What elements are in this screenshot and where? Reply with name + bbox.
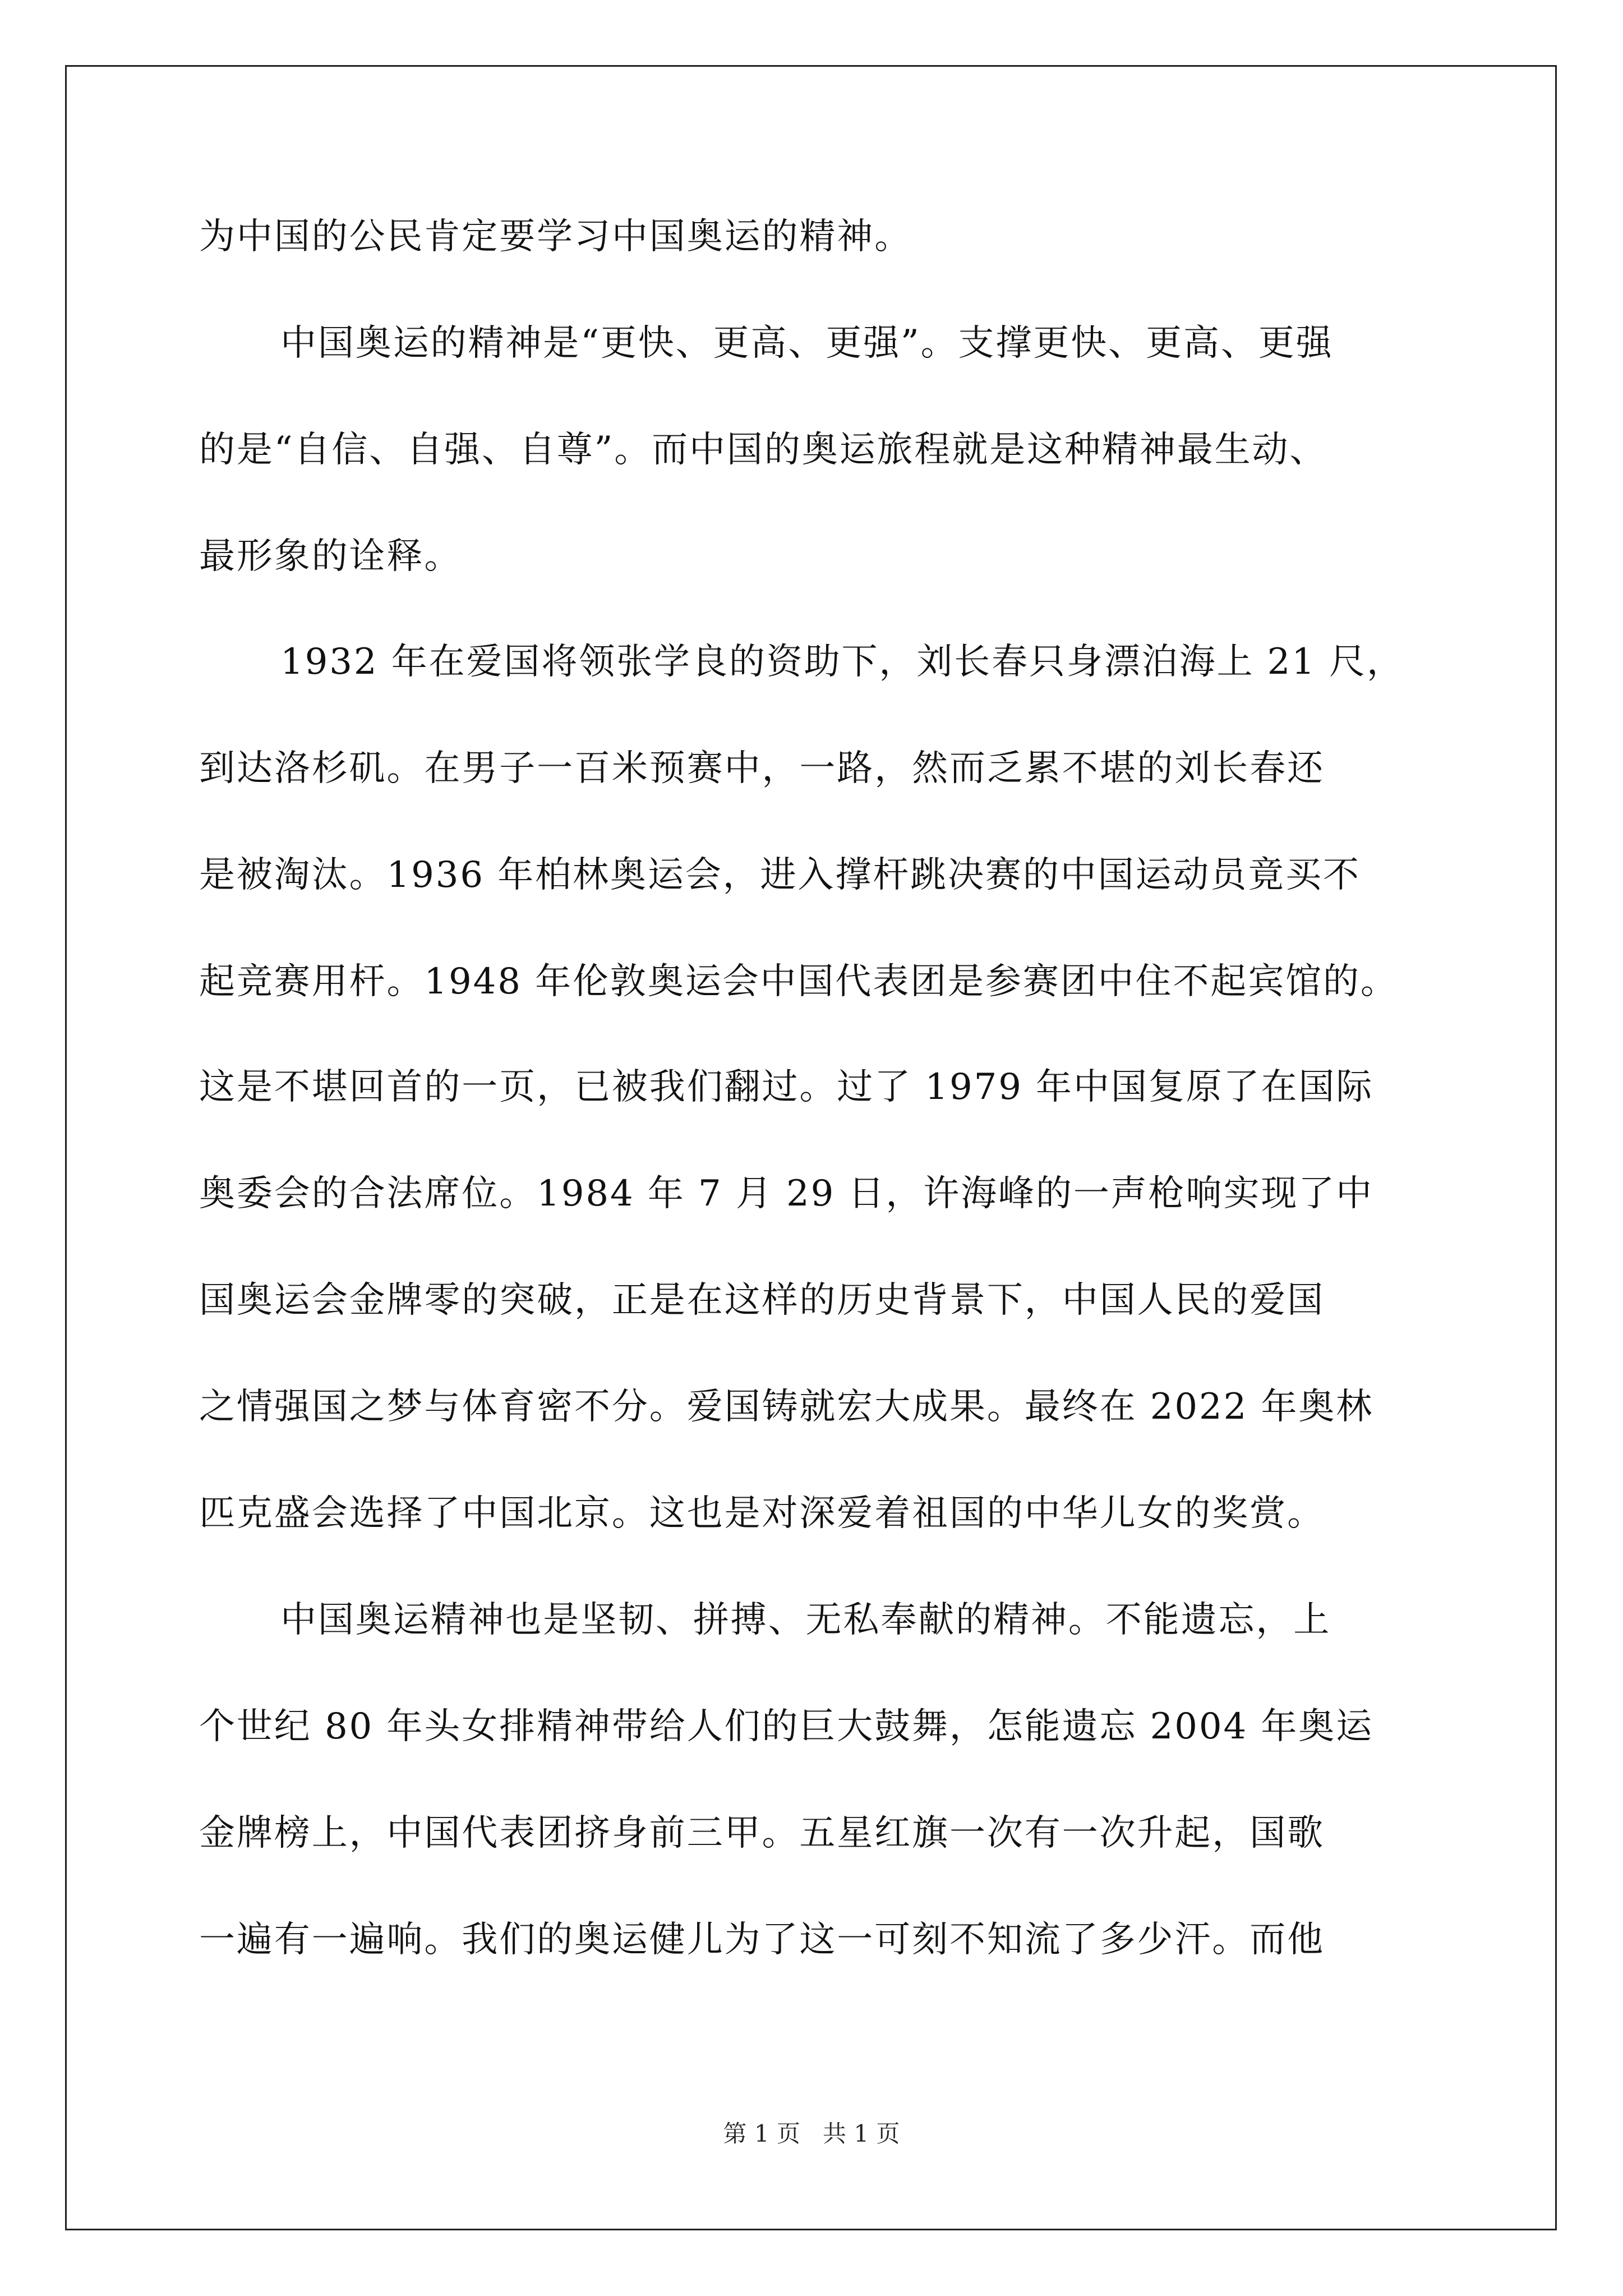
paragraph-line: 个世纪 80 年头女排精神带给人们的巨大鼓舞，怎能遗忘 2004 年奥运 [199,1706,1374,1747]
paragraph-line: 是被淘汰。1936 年柏林奥运会，进入撑杆跳决赛的中国运动员竟买不 [199,854,1361,896]
paragraph-line: 匹克盛会选择了中国北京。这也是对深爱着祖国的中华儿女的奖赏。 [199,1493,1325,1534]
paragraph-line: 中国奥运精神也是坚韧、拼搏、无私奉献的精神。不能遗忘，上 [280,1599,1331,1641]
paragraph-line: 到达洛杉矶。在男子一百米预赛中，一路，然而乏累不堪的刘长春还 [199,748,1325,789]
paragraph-line: 这是不堪回首的一页，已被我们翻过。过了 1979 年中国复原了在国际 [199,1066,1374,1108]
paragraph-line: 中国奥运的精神是“更快、更高、更强”。支撑更快、更高、更强 [280,323,1334,364]
paragraph-line: 一遍有一遍响。我们的奥运健儿为了这一可刻不知流了多少汗。而他 [199,1919,1325,1961]
paragraph-line: 最形象的诠释。 [199,536,462,577]
paragraph-line: 金牌榜上，中国代表团挤身前三甲。五星红旗一次有一次升起，国歌 [199,1812,1325,1854]
paragraph-line: 之情强国之梦与体育密不分。爱国铸就宏大成果。最终在 2022 年奥林 [199,1386,1374,1428]
paragraph-line: 国奥运会金牌零的突破，正是在这样的历史背景下，中国人民的爱国 [199,1280,1325,1321]
paragraph-line: 为中国的公民肯定要学习中国奥运的精神。 [199,216,912,257]
paragraph-line: 奥委会的合法席位。1984 年 7 月 29 日，许海峰的一声枪响实现了中 [199,1173,1374,1214]
paragraph-line: 的是“自信、自强、自尊”。而中国的奥运旅程就是这种精神最生动、 [199,429,1327,471]
page-number-footer: 第 1 页 共 1 页 [723,2120,900,2147]
paragraph-line: 起竞赛用杆。1948 年伦敦奥运会中国代表团是参赛团中住不起宾馆的。 [199,961,1398,1002]
paragraph-line: 1932 年在爱国将领张学良的资助下，刘长春只身漂泊海上 21 尺， [280,641,1404,683]
page-border [65,65,1557,2230]
